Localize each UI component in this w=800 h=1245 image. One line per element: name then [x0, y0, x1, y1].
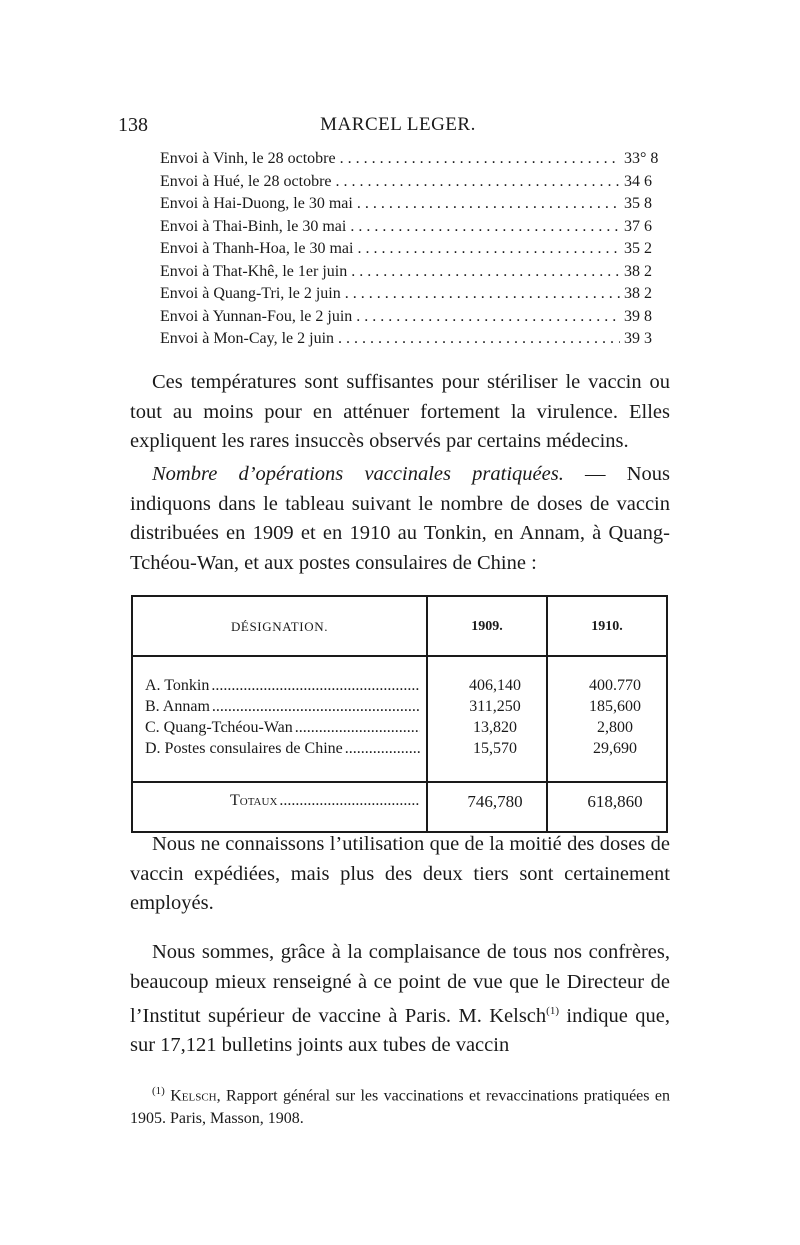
vaccine-doses-table — [131, 595, 668, 833]
list-item: Envoi à Quang-Tri, le 2 juin . . . 38 2 — [160, 285, 668, 308]
running-title: MARCEL LEGER. — [320, 114, 476, 135]
cell-1909: 311,250 — [469, 698, 521, 715]
row-name: C. Quang-Tchéou-Wan — [145, 719, 293, 736]
row-name: D. Postes consulaires de Chine — [145, 740, 343, 757]
page-number: 138 — [118, 114, 148, 136]
total-1910: 618,860 — [587, 792, 643, 811]
cell-1909: 13,820 — [473, 719, 517, 736]
paragraph-usage: Nous ne connaissons l’utilisation que de la moitié des doses de vaccin expédiées, mais plus des deux tiers sont certainement employés. — [130, 833, 670, 914]
total-1909: 746,780 — [467, 792, 523, 811]
footnote — [130, 1080, 670, 1130]
table-row — [145, 698, 665, 719]
cell-1909: 15,570 — [473, 740, 517, 757]
section-lead: Nombre d’opérations vaccinales pratiquées. — [152, 463, 564, 485]
paragraph-temperatures: Ces températures sont suffisantes pour stériliser le vaccin ou tout au moins pour en atténuer fortement la virulence. Elles expliquent les rares insuccès observés par certains médecins. — [130, 371, 670, 452]
list-item: Envoi à Vinh, le 28 octobre . . . 33° 8 — [160, 150, 668, 173]
list-item: Envoi à Thai-Binh, le 30 mai . . . 37 6 — [160, 218, 668, 241]
footnote-marker: (1) — [152, 1085, 165, 1097]
cell-1910: 400.770 — [589, 677, 641, 694]
list-item: Envoi à Hué, le 28 octobre . . . 34 6 — [160, 173, 668, 196]
cell-1910: 29,690 — [593, 740, 637, 757]
list-item: Envoi à Mon-Cay, le 2 juin . . . 39 3 — [160, 330, 668, 353]
paragraph-operations — [130, 460, 670, 578]
cell-1910: 185,600 — [589, 698, 641, 715]
page-header — [118, 114, 678, 142]
table-body — [145, 677, 665, 761]
header-1909: 1909. — [471, 619, 503, 634]
table-row — [145, 677, 665, 698]
totals-label: Totaux — [230, 792, 278, 809]
cell-1910: 2,800 — [597, 719, 633, 736]
row-name: A. Tonkin — [145, 677, 210, 694]
paragraph-kelsch-continuation: indique que, sur 17,121 bulletins joints aux tubes de vaccin — [130, 1004, 671, 1057]
footnote-author: Kelsch — [170, 1087, 217, 1105]
list-item: Envoi à Thanh-Hoa, le 30 mai . . . 35 2 — [160, 240, 668, 263]
header-1910: 1910. — [591, 619, 623, 634]
cell-1909: 406,140 — [469, 677, 521, 694]
paragraph-kelsch — [130, 938, 670, 1061]
list-item: Envoi à Hai-Duong, le 30 mai . . . 35 8 — [160, 195, 668, 218]
table-row — [145, 740, 665, 761]
totals-divider — [133, 781, 666, 783]
footnote-text: , Rapport général sur les vaccinations et revaccinations pratiquées en 1905. Paris, Masson, 1908. — [130, 1087, 671, 1128]
list-item: Envoi à That-Khê, le 1er juin . . . 38 2 — [160, 263, 668, 286]
header-divider — [133, 655, 666, 657]
paragraph-kelsch-text: Nous sommes, grâce à la complaisance de tous nos confrères, beaucoup mieux renseigné à ce point de vue que le Directeur de l’Institut supérieur de vaccine à Paris. M. Kelsch — [130, 941, 670, 1027]
table-row — [145, 719, 665, 740]
footnote-reference: (1) — [546, 1005, 559, 1017]
list-item: Envoi à Yunnan-Fou, le 2 juin . . . 39 8 — [160, 308, 668, 331]
paragraph-operations-text: — Nous indiquons dans le tableau suivant le nombre de doses de vaccin distribuées en 1909 et en 1910 au Tonkin, en Annam, à Quang-Tchéou-Wan, et aux postes consulaires de Chine : — [130, 463, 670, 574]
totals-row — [145, 792, 665, 816]
temperature-list — [160, 150, 668, 353]
row-name: B. Annam — [145, 698, 210, 715]
header-designation: DÉSIGNATION. — [230, 619, 329, 634]
